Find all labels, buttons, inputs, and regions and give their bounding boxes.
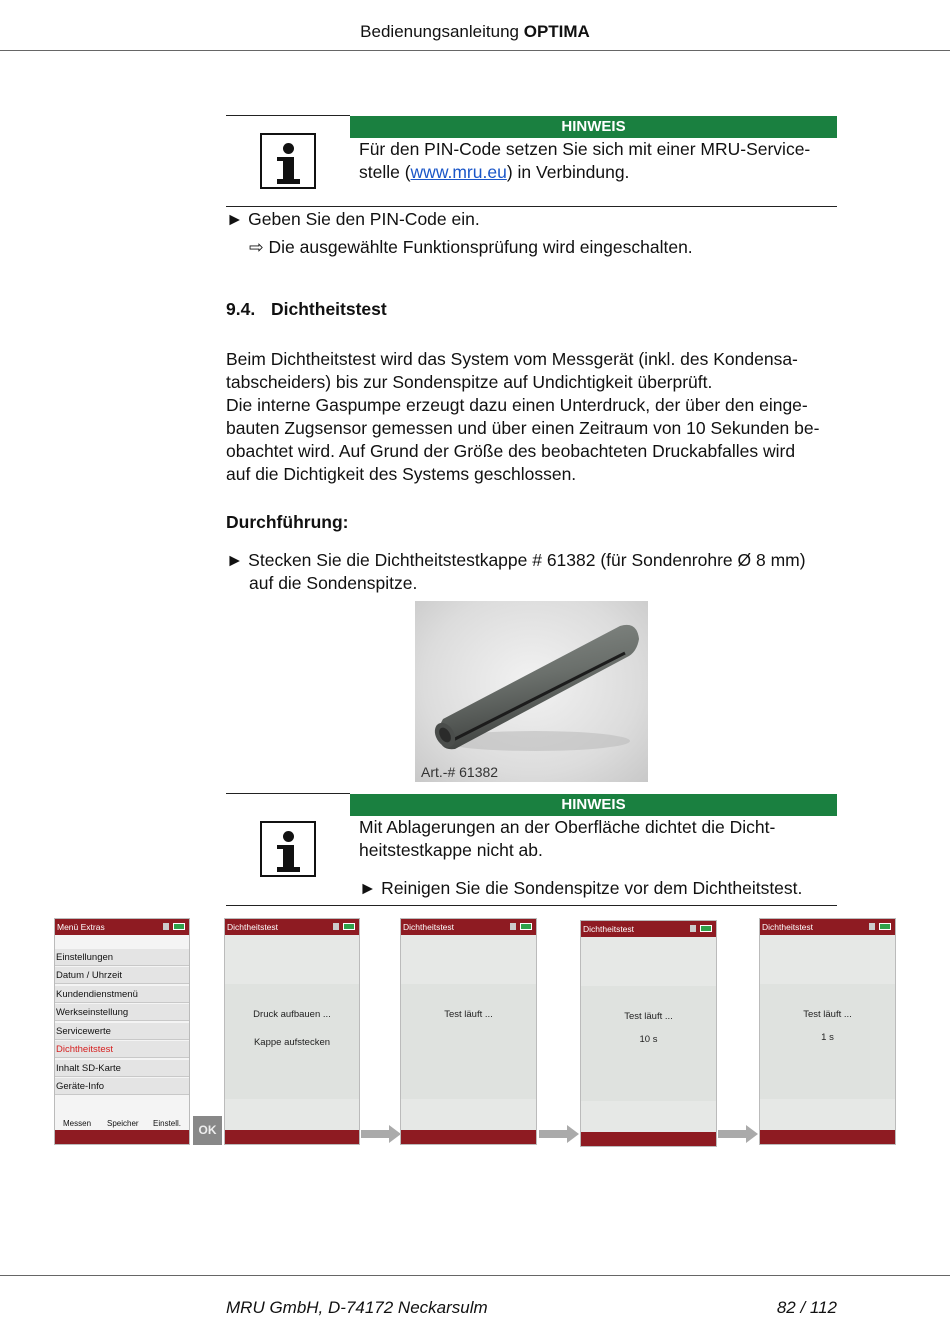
screen-line1: Druck aufbauen ... <box>253 1009 331 1020</box>
para-line: Beim Dichtheitstest wird das System vom Messgerät (inkl. des Kondensa- <box>226 349 798 369</box>
screen-bottom-bar <box>55 1130 189 1144</box>
battery-icon <box>173 923 185 930</box>
sd-card-icon <box>690 925 696 932</box>
screen-title-bar <box>401 919 536 935</box>
para-line: obachtet wird. Auf Grund der Größe des beobachteten Druckabfalles wird <box>226 441 796 461</box>
screen-title: Dichtheitstest <box>762 922 814 932</box>
softkey-bar <box>55 1118 189 1130</box>
note2-line1: Mit Ablagerungen an der Oberfläche dichtet die Dicht- <box>359 817 776 837</box>
test-cap-tube <box>415 601 648 782</box>
screen-bottom-bar <box>225 1130 359 1144</box>
sd-card-icon <box>163 923 169 930</box>
screen-title-bar <box>225 919 359 935</box>
sd-card-icon <box>333 923 339 930</box>
device-screen-pressure <box>224 918 360 1145</box>
note2-bottom-rule <box>226 905 837 906</box>
step-attach-cap-cont: auf die Sondenspitze. <box>249 573 418 593</box>
step-enter-pin: ► Geben Sie den PIN-Code ein. <box>226 209 480 229</box>
arrow-right-icon <box>539 1125 579 1143</box>
screen-bottom-bar <box>401 1130 536 1144</box>
header-title: Bedienungsanleitung <box>360 22 519 41</box>
step-attach-cap: ► Stecken Sie die Dichtheitstestkappe # 61382 (für Sondenrohre Ø 8 mm) <box>226 550 806 570</box>
para-line: auf die Dichtigkeit des Systems geschlossen. <box>226 464 577 484</box>
menu-item[interactable]: Einstellungen <box>55 949 189 966</box>
photo-caption: Art.-# 61382 <box>421 764 499 780</box>
note1-line2-pre: stelle ( <box>359 162 411 182</box>
softkey-speicher[interactable]: Speicher <box>107 1119 139 1128</box>
ok-button[interactable]: OK <box>193 1116 222 1145</box>
sd-card-icon <box>869 923 875 930</box>
device-screen-1s <box>759 918 896 1145</box>
menu-item[interactable]: Datum / Uhrzeit <box>55 967 189 984</box>
screen-title: Dichtheitstest <box>583 924 635 934</box>
note2-top-rule <box>226 793 350 794</box>
arrow-right-icon <box>718 1125 758 1143</box>
note1-label: HINWEIS <box>350 116 837 138</box>
info-icon <box>260 821 316 877</box>
battery-icon <box>700 925 712 932</box>
info-icon <box>260 133 316 189</box>
menu-item[interactable]: Kundendienstmenü <box>55 986 189 1003</box>
screen-title-bar <box>760 919 895 935</box>
menu-item[interactable]: Servicewerte <box>55 1023 189 1040</box>
screen-line1: Test läuft ... <box>444 1009 493 1020</box>
para-line: Die interne Gaspumpe erzeugt dazu einen Unterdruck, der über den einge- <box>226 395 808 415</box>
footer-rule <box>0 1275 950 1276</box>
screen-bottom-bar <box>581 1132 716 1146</box>
page-header <box>0 22 950 42</box>
menu-item[interactable]: Geräte-Info <box>55 1078 189 1095</box>
device-screen-10s <box>580 920 717 1147</box>
header-product: OPTIMA <box>523 22 590 41</box>
menu-item[interactable]: Inhalt SD-Karte <box>55 1060 189 1077</box>
para-line: bauten Zugsensor gemessen und über einen Zeitraum von 10 Sekunden be- <box>226 418 820 438</box>
footer-company: MRU GmbH, D-74172 Neckarsulm <box>226 1298 488 1317</box>
note1-top-rule <box>226 115 350 116</box>
result-activated: ⇨ Die ausgewählte Funktionsprüfung wird eingeschalten. <box>249 237 693 257</box>
mru-link[interactable]: www.mru.eu <box>410 162 507 182</box>
screen-line2: Kappe aufstecken <box>253 1037 331 1048</box>
screen-title: Dichtheitstest <box>227 922 279 932</box>
note1-bottom-rule <box>226 206 837 207</box>
device-screen-menu <box>54 918 190 1145</box>
screen-title: Menü Extras <box>57 922 105 932</box>
note2-step: ► Reinigen Sie die Sondenspitze vor dem Dichtheitstest. <box>359 878 803 898</box>
battery-icon <box>879 923 891 930</box>
menu-item[interactable]: Werkseinstellung <box>55 1004 189 1021</box>
procedure-heading: Durchführung: <box>226 512 349 532</box>
para-line: tabscheiders) bis zur Sondenspitze auf Undichtigkeit überprüft. <box>226 372 713 392</box>
softkey-einstell[interactable]: Einstell. <box>153 1119 182 1128</box>
section-number: 9.4. <box>226 299 256 319</box>
header-rule <box>0 50 950 51</box>
section-title: Dichtheitstest <box>271 299 387 319</box>
test-cap-photo <box>415 601 648 782</box>
arrow-right-icon <box>361 1125 401 1143</box>
note2-label: HINWEIS <box>350 794 837 816</box>
device-screen-running <box>400 918 537 1145</box>
screen-bottom-bar <box>760 1130 895 1144</box>
screen-title-bar <box>55 919 189 935</box>
softkey-messen[interactable]: Messen <box>63 1119 92 1128</box>
battery-icon <box>520 923 532 930</box>
note2-line2: heitstestkappe nicht ab. <box>359 840 543 860</box>
note1-line1: Für den PIN-Code setzen Sie sich mit einer MRU-Service- <box>359 139 811 159</box>
battery-icon <box>343 923 355 930</box>
menu-item-selected[interactable]: Dichtheitstest <box>55 1041 189 1058</box>
screen-line2: 10 s <box>639 1034 658 1045</box>
screen-title: Dichtheitstest <box>403 922 455 932</box>
page-number: 82 / 112 <box>776 1298 837 1317</box>
screen-line2: 1 s <box>821 1032 834 1043</box>
screen-line1: Test läuft ... <box>624 1011 673 1022</box>
screen-line1: Test läuft ... <box>803 1009 852 1020</box>
note1-line2 <box>359 161 629 184</box>
sd-card-icon <box>510 923 516 930</box>
screen-title-bar <box>581 921 716 937</box>
note1-line2-post: ) in Verbindung. <box>506 162 630 182</box>
